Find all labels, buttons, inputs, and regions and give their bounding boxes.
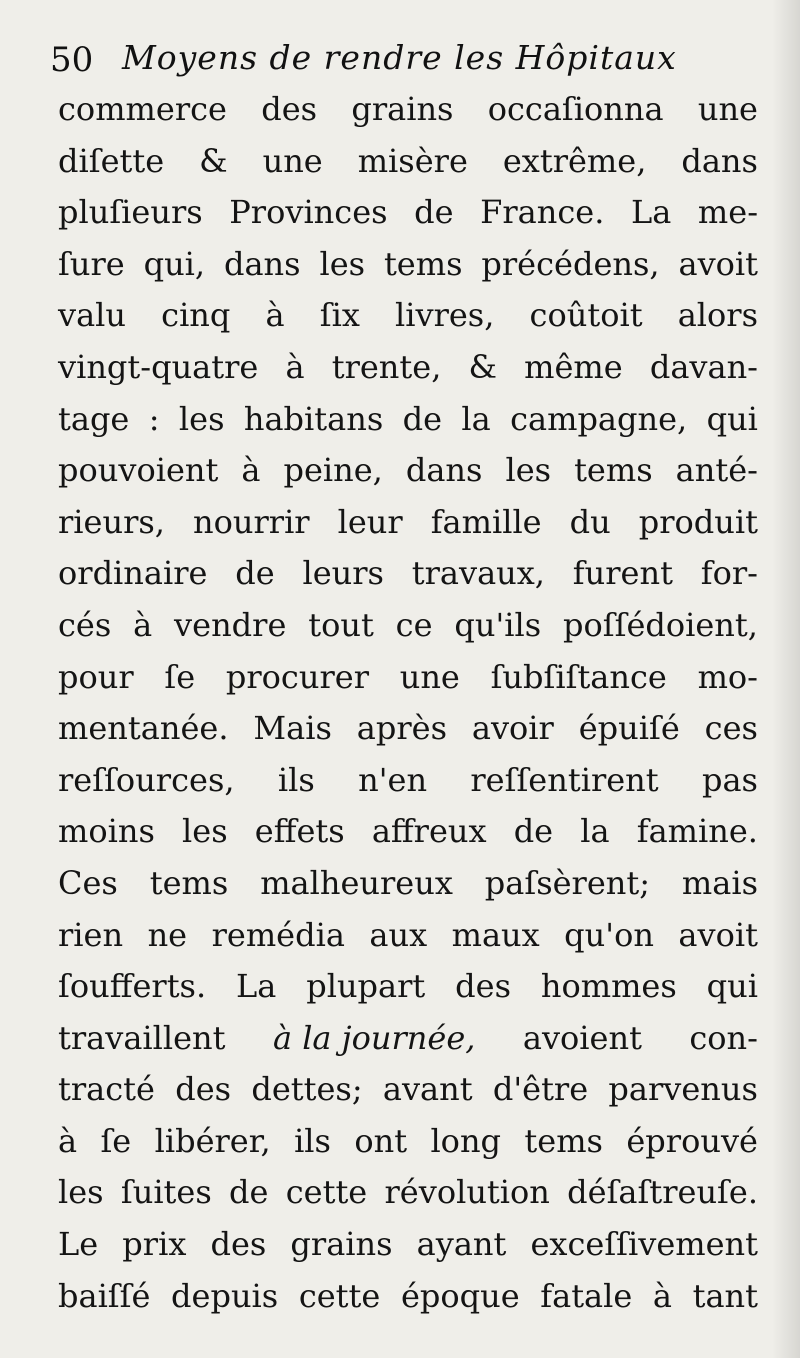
text-word: ne: [147, 915, 188, 954]
text-word: cette: [298, 1276, 381, 1315]
text-line: [58, 755, 758, 807]
text-word: pour: [58, 657, 134, 696]
text-word: pas: [701, 760, 758, 799]
text-word: ſure: [58, 244, 125, 283]
text-word: ils: [277, 760, 315, 799]
text-word: grains: [290, 1225, 393, 1264]
text-word: à: [58, 1121, 78, 1160]
text-word: reſſentirent: [470, 760, 659, 799]
text-word: tout: [308, 605, 374, 644]
text-word: pluſieurs: [58, 193, 203, 232]
text-word: nourrir: [192, 502, 310, 541]
text-word: les: [178, 399, 225, 438]
text-word: à: [285, 347, 305, 386]
text-word: la: [461, 399, 491, 438]
text-word: d'être: [492, 1070, 589, 1109]
text-word: hommes: [540, 967, 677, 1006]
text-word: for-: [700, 554, 758, 593]
text-word: dans: [405, 451, 483, 490]
text-word: avoient: [522, 1018, 642, 1057]
text-word: des: [210, 1225, 267, 1264]
text-word: ont: [354, 1121, 408, 1160]
text-word: n'en: [358, 760, 428, 799]
text-word: rien: [58, 915, 124, 954]
text-word: travaux,: [411, 554, 545, 593]
text-word: tant: [692, 1276, 758, 1315]
text-word: à: [133, 605, 153, 644]
text-word: campagne,: [510, 399, 688, 438]
text-word: rieurs,: [58, 502, 165, 541]
text-word: trente,: [331, 347, 442, 386]
text-word: prix: [122, 1225, 187, 1264]
text-word: pouvoient: [58, 451, 219, 490]
text-word: leur: [337, 502, 403, 541]
text-word: la: [580, 812, 610, 851]
text-word: de: [513, 812, 554, 851]
text-word: qui: [706, 967, 758, 1006]
text-word: extrême,: [502, 141, 647, 180]
text-word: &: [468, 347, 497, 386]
text-word: éprouvé: [626, 1121, 758, 1160]
text-word: de: [402, 399, 443, 438]
text-word: reſſources,: [58, 760, 235, 799]
text-word: libérer,: [154, 1121, 271, 1160]
text-line: [58, 961, 758, 1013]
text-line: [58, 1013, 758, 1065]
text-word: mais: [681, 863, 758, 902]
text-word: tems: [149, 863, 229, 902]
text-word: habitans: [243, 399, 384, 438]
text-word: ordinaire: [58, 554, 208, 593]
text-word: ils: [294, 1121, 331, 1160]
text-word: mo-: [697, 657, 758, 696]
text-line: [58, 858, 758, 910]
text-word: une: [399, 657, 460, 696]
text-word: précédens,: [481, 244, 660, 283]
text-word: après: [356, 709, 447, 748]
text-word: long: [430, 1121, 502, 1160]
text-word: misère: [357, 141, 468, 180]
text-line: [58, 290, 758, 342]
text-word: mentanée.: [58, 709, 229, 748]
text-line: [58, 136, 758, 188]
text-word: une: [697, 90, 758, 128]
text-word: ce: [395, 605, 433, 644]
text-word: peine,: [283, 451, 383, 490]
text-word: davan-: [649, 347, 758, 386]
text-word: les: [182, 812, 228, 851]
text-word: leurs: [302, 554, 384, 593]
text-line: [58, 910, 758, 962]
text-line: [58, 1064, 758, 1116]
text-word: diſette: [58, 141, 165, 180]
text-word: remédia: [211, 915, 345, 954]
text-line: [58, 342, 758, 394]
text-word: ces: [704, 709, 758, 748]
text-line: [58, 497, 758, 549]
text-line: [58, 600, 758, 652]
text-word: avant: [382, 1070, 473, 1109]
text-word: vendre: [174, 605, 287, 644]
text-line: [58, 652, 758, 704]
text-word: poſſédoient,: [563, 605, 758, 644]
text-word: furent: [572, 554, 673, 593]
text-word: épuiſé: [578, 709, 680, 748]
text-line: [58, 239, 758, 291]
text-word: parvenus: [608, 1070, 758, 1109]
text-word: ſe: [164, 657, 196, 696]
text-word: tage: [58, 399, 130, 438]
text-word: cette: [285, 1173, 368, 1212]
text-line: [58, 548, 758, 600]
text-line: [58, 84, 758, 136]
text-word: grains: [351, 90, 454, 128]
text-word: ſubſiſtance: [490, 657, 667, 696]
text-word: paſsèrent;: [484, 863, 651, 902]
text-word: coûtoit: [529, 296, 643, 335]
text-word: tems: [524, 1121, 603, 1160]
text-word: &: [199, 141, 228, 180]
text-word: avoir: [471, 709, 554, 748]
page-number: 50: [50, 40, 94, 80]
text-word: du: [569, 502, 611, 541]
text-word: fatale: [540, 1276, 633, 1315]
text-word: Le: [58, 1225, 99, 1264]
text-word: exceſſivement: [530, 1225, 758, 1264]
text-word: avoit: [678, 244, 758, 283]
italic-phrase: à la journée,: [272, 1018, 476, 1057]
text-word: tracté: [58, 1070, 155, 1109]
text-word: ſix: [319, 296, 360, 335]
text-word: de: [414, 193, 454, 232]
text-word: des: [175, 1070, 232, 1109]
text-word: produit: [638, 502, 758, 541]
text-word: La: [630, 193, 672, 232]
text-line: [58, 187, 758, 239]
text-word: ſuites: [120, 1173, 212, 1212]
text-word: me-: [697, 193, 758, 232]
text-word: France.: [480, 193, 605, 232]
text-word: commerce: [58, 90, 227, 128]
running-title: Moyens de rendre les Hôpitaux: [122, 38, 677, 77]
text-word: qu'ils: [454, 605, 542, 644]
text-word: maux: [451, 915, 540, 954]
text-word: Provinces: [229, 193, 388, 232]
text-word: tems: [383, 244, 463, 283]
text-word: une: [262, 141, 323, 180]
text-word: valu: [58, 296, 126, 335]
text-line: [58, 1116, 758, 1168]
text-word: famine.: [636, 812, 758, 851]
text-word: Ces: [58, 863, 118, 902]
text-word: qui,: [143, 244, 206, 283]
text-word: les: [319, 244, 366, 283]
text-word: moins: [58, 812, 155, 851]
text-word: révolution: [384, 1173, 550, 1212]
text-word: con-: [689, 1018, 758, 1057]
text-word: procurer: [225, 657, 369, 696]
text-word: aux: [369, 915, 428, 954]
text-word: dans: [681, 141, 758, 180]
text-word: alors: [677, 296, 758, 335]
text-word: cés: [58, 605, 112, 644]
text-word: dettes;: [251, 1070, 363, 1109]
text-word: plupart: [306, 967, 426, 1006]
text-word: occaſionna: [487, 90, 664, 128]
text-word: les: [58, 1173, 104, 1212]
text-word: :: [148, 399, 160, 438]
text-line: [58, 703, 758, 755]
text-word: de: [229, 1173, 269, 1212]
text-word: baiſſé: [58, 1276, 151, 1315]
text-line: [58, 445, 758, 497]
text-word: des: [455, 967, 511, 1006]
text-line: [58, 806, 758, 858]
text-word: à: [265, 296, 285, 335]
text-word: cinq: [161, 296, 231, 335]
text-word: les: [505, 451, 552, 490]
text-word: anté-: [675, 451, 758, 490]
text-word: qu'on: [564, 915, 654, 954]
text-word: ayant: [416, 1225, 507, 1264]
text-word: qui: [706, 399, 758, 438]
text-word: ſoufferts.: [58, 967, 207, 1006]
text-word: travaillent: [58, 1018, 226, 1057]
text-word: affreux: [371, 812, 487, 851]
text-word: vingt-quatre: [58, 347, 259, 386]
text-word: malheureux: [260, 863, 453, 902]
body-text: [58, 84, 758, 1322]
text-word: à: [652, 1276, 672, 1315]
text-line: [58, 394, 758, 446]
text-word: effets: [254, 812, 345, 851]
text-line: [58, 1271, 758, 1323]
text-line: [58, 1219, 758, 1271]
text-word: déſaſtreuſe.: [567, 1173, 758, 1212]
text-line: [58, 1167, 758, 1219]
text-word: ſe: [100, 1121, 132, 1160]
text-word: avoit: [678, 915, 758, 954]
text-word: époque: [400, 1276, 520, 1315]
text-word: dans: [223, 244, 301, 283]
text-word: de: [235, 554, 275, 593]
text-word: famille: [430, 502, 542, 541]
text-word: livres,: [395, 296, 495, 335]
text-word: La: [236, 967, 277, 1006]
page-edge-shadow: [772, 0, 800, 1358]
text-word: Mais: [253, 709, 332, 748]
text-word: depuis: [171, 1276, 279, 1315]
text-word: même: [524, 347, 623, 386]
text-word: tems: [574, 451, 653, 490]
text-word: des: [261, 90, 318, 128]
text-word: à: [241, 451, 261, 490]
